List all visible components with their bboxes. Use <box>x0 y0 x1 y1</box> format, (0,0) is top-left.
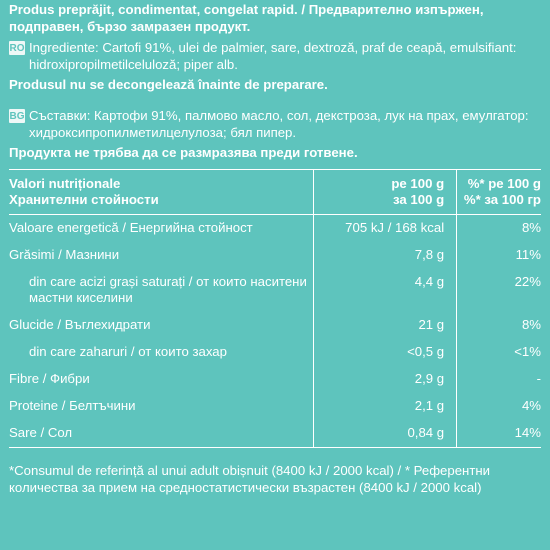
ingredients-bg-text: Съставки: Картофи 91%, палмово масло, сол, декстроза, лук на прах, емулгатор: хидроксипропилметилцелулоза; бял пипер. <box>29 108 529 140</box>
row-value: 2,1 g <box>313 393 456 420</box>
header-per100-bg: за 100 g <box>393 192 445 207</box>
table-row <box>9 366 541 393</box>
row-pct: 4% <box>457 393 541 420</box>
row-value: 0,84 g <box>313 420 456 448</box>
ingredients-bg <box>9 107 541 141</box>
row-pct: 8% <box>457 312 541 339</box>
product-description: Produs preprăjit, condimentat, congelat rapid. / Предварително изпържен, подправен, бързо замразен продукт. <box>9 2 484 34</box>
row-value: 2,9 g <box>313 366 456 393</box>
language-tag-ro: RO <box>9 42 25 54</box>
nutrition-table-header <box>9 170 541 215</box>
header-per100-ro: pe 100 g <box>391 176 445 191</box>
row-label: Valoare energetică / Енергийна стойност <box>9 220 253 235</box>
row-pct: 22% <box>457 269 541 312</box>
ingredients-ro-text: Ingrediente: Cartofi 91%, ulei de palmier, sare, dextroză, praf de ceapă, emulsifiant: hidroxipropilmetilceluloză; piper alb. <box>29 40 517 72</box>
nutrition-table <box>9 169 541 448</box>
row-value: 4,4 g <box>313 269 456 312</box>
language-tag-bg: BG <box>9 110 25 122</box>
row-label: Glucide / Въглехидрати <box>9 317 151 332</box>
table-row <box>9 269 541 312</box>
row-value: 7,8 g <box>313 242 456 269</box>
row-value: 21 g <box>313 312 456 339</box>
footnote: *Consumul de referință al unui adult obișnuit (8400 kJ / 2000 kcal) / * Референтни количества за прием на средностатистически възрастен (8400 kJ / 2000 kcal) <box>9 463 491 495</box>
row-label: Sare / Сол <box>9 420 313 448</box>
table-row <box>9 312 541 339</box>
row-label: Fibre / Фибри <box>9 371 90 386</box>
row-label: din care acizi grași saturați / от които наситени мастни киселини <box>29 274 307 305</box>
header-pct-bg: %* за 100 гр <box>463 192 541 207</box>
table-row <box>9 215 541 243</box>
row-label: Grăsimi / Мазнини <box>9 247 120 262</box>
table-row <box>9 393 541 420</box>
warning-bg: Продукта не трябва да се размразява преди готвене. <box>9 145 358 160</box>
row-value: 705 kJ / 168 kcal <box>313 215 456 243</box>
row-pct: - <box>457 366 541 393</box>
row-value: <0,5 g <box>313 339 456 366</box>
header-pct-ro: %* pe 100 g <box>467 176 541 191</box>
header-label-ro: Valori nutriționale <box>9 176 121 191</box>
ingredients-ro <box>9 39 541 73</box>
row-pct: 14% <box>457 420 541 448</box>
row-pct: 8% <box>457 215 541 243</box>
table-row <box>9 420 541 448</box>
warning-ro: Produsul nu se decongelează înainte de preparare. <box>9 77 328 92</box>
row-label: din care zaharuri / от които захар <box>29 344 227 359</box>
row-pct: <1% <box>457 339 541 366</box>
product-label <box>9 0 541 496</box>
row-label: Proteine / Белтъчини <box>9 398 136 413</box>
table-row <box>9 242 541 269</box>
header-label-bg: Хранителни стойности <box>9 192 159 207</box>
table-row <box>9 339 541 366</box>
row-pct: 11% <box>457 242 541 269</box>
